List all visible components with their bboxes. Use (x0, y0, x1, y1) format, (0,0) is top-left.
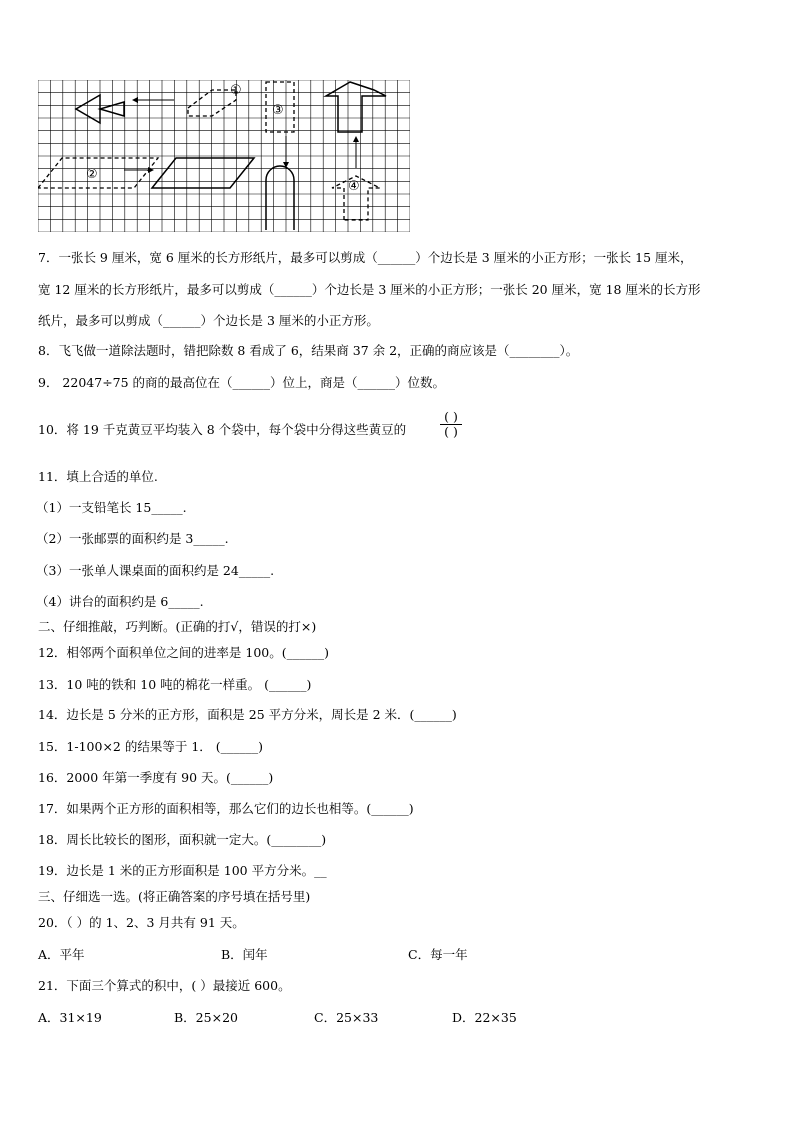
dashed-shape-2 (38, 158, 158, 188)
section-2-heading: 二、仔细推敲，巧判断。(正确的打√，错误的打×) (38, 619, 317, 634)
arch-shape (266, 166, 294, 230)
q21-option-a: A．31×19 (38, 1010, 102, 1025)
q9: 9． 22047÷75 的商的最高位在（______）位上，商是（______）位数。 (38, 375, 446, 390)
figure-label-4: ④ (348, 179, 360, 194)
q21-option-c: C．25×33 (314, 1010, 379, 1025)
q7-line1: 7．一张长 9 厘米，宽 6 厘米的长方形纸片，最多可以剪成（______）个边长是 3 厘米的小正方形；一张长 15 厘米， (38, 250, 693, 265)
move-arrow-up-head (353, 136, 359, 142)
transformation-grid-figure (38, 80, 410, 232)
q8: 8．飞飞做一道除法题时，错把除数 8 看成了 6，结果商 37 余 2，正确的商应该是（________）。 (38, 343, 579, 358)
up-arrow-shape (326, 82, 386, 132)
judge-q13: 13．10 吨的铁和 10 吨的棉花一样重。 (______) (38, 677, 312, 692)
q11-item-3: （3）一张单人课桌面的面积约是 24_____. (36, 563, 275, 578)
judge-q17: 17．如果两个正方形的面积相等，那么它们的边长也相等。(______) (38, 801, 414, 816)
judge-q15: 15．1-100×2 的结果等于 1． (______) (38, 739, 263, 754)
q21-option-b: B．25×20 (174, 1010, 238, 1025)
move-arrow-right-head (148, 167, 154, 173)
grid-lines (38, 80, 410, 232)
q20-text: 20．（ ）的 1、2、3 月共有 91 天。 (38, 915, 245, 930)
q20-option-a: A．平年 (38, 947, 85, 962)
q21-option-d: D．22×35 (452, 1010, 517, 1025)
q20-option-b: B．闰年 (221, 947, 268, 962)
dashed-shape-1 (188, 90, 236, 116)
q21-text: 21．下面三个算式的积中，( ）最接近 600。 (38, 978, 291, 993)
judge-q19: 19．边长是 1 米的正方形面积是 100 平方分米。__ (38, 863, 327, 878)
q11-title: 11．填上合适的单位. (38, 469, 158, 484)
judge-q12: 12．相邻两个面积单位之间的进率是 100。(______) (38, 645, 329, 660)
judge-q14: 14．边长是 5 分米的正方形，面积是 25 平方分米，周长是 2 米．(______) (38, 707, 457, 722)
q7-line2: 宽 12 厘米的长方形纸片，最多可以剪成（______）个边长是 3 厘米的小正方形；一张长 20 厘米，宽 18 厘米的长方形 (38, 282, 701, 297)
q20-option-c: C．每一年 (408, 947, 468, 962)
parallelogram-shape (152, 158, 254, 188)
judge-q16: 16．2000 年第一季度有 90 天。(______) (38, 770, 274, 785)
q10-fraction (440, 410, 462, 439)
figure-label-1: ① (230, 83, 242, 98)
figure-label-3: ③ (272, 103, 284, 118)
q7-line3: 纸片，最多可以剪成（______）个边长是 3 厘米的小正方形。 (38, 313, 379, 328)
move-arrow-left-head (132, 97, 138, 103)
left-arrow-tail (100, 102, 124, 116)
judge-q18: 18．周长比较长的图形，面积就一定大。(________) (38, 832, 327, 847)
q10-numerator: ( ) (440, 410, 462, 425)
q11-item-4: （4）讲台的面积约是 6_____. (36, 594, 204, 609)
section-3-heading: 三、仔细选一选。(将正确答案的序号填在括号里) (38, 889, 311, 904)
q10-text: 10．将 19 千克黄豆平均装入 8 个袋中，每个袋中分得这些黄豆的 (38, 422, 407, 437)
q10-denominator: ( ) (444, 424, 458, 439)
q11-item-1: （1）一支铅笔长 15_____. (36, 500, 187, 515)
figure-label-2: ② (86, 167, 98, 182)
left-arrow-shape (76, 95, 100, 123)
q11-item-2: （2）一张邮票的面积约是 3_____. (36, 531, 229, 546)
